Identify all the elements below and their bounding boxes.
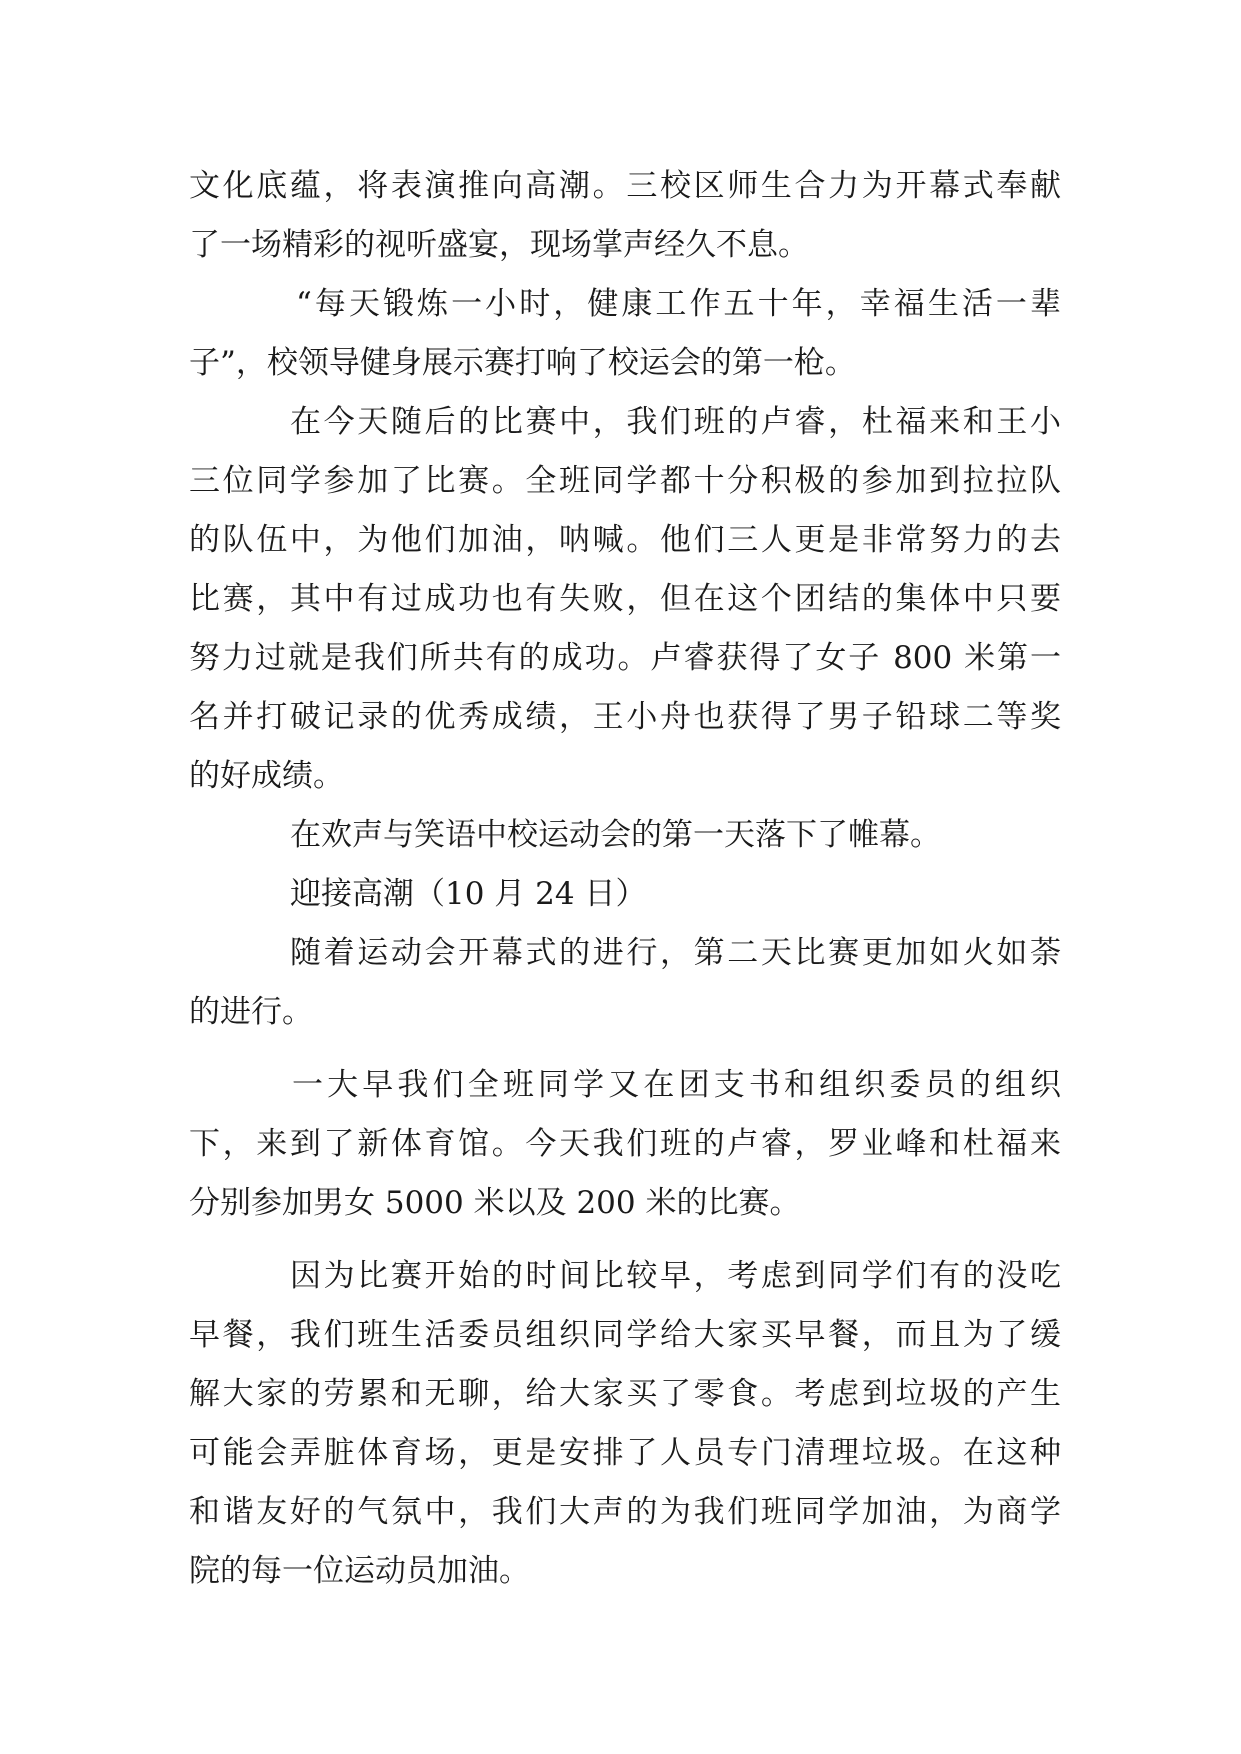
text-line: 和谐友好的气氛中，我们大声的为我们班同学加油，为商学: [189, 1494, 1061, 1530]
text-line: 的好成绩。: [189, 758, 344, 794]
text-line: 院的每一位运动员加油。: [189, 1553, 530, 1589]
text-line: 一大早我们全班同学又在团支书和组织委员的组织: [292, 1067, 1061, 1103]
text-line: 分别参加男女 5000 米以及 200 米的比赛。: [189, 1185, 801, 1221]
text-line: 名并打破记录的优秀成绩，王小舟也获得了男子铅球二等奖: [189, 699, 1061, 735]
section-heading: [189, 865, 1061, 924]
paragraph: [189, 806, 1061, 865]
text-line: 迎接高潮（10 月 24 日）: [290, 876, 647, 912]
text-line: 子”，校领导健身展示赛打响了校运会的第一枪。: [189, 345, 856, 381]
text-line: 因为比赛开始的时间比较早，考虑到同学们有的没吃: [290, 1258, 1061, 1294]
text-line: 解大家的劳累和无聊，给大家买了零食。考虑到垃圾的产生: [189, 1376, 1061, 1412]
text-line: 比赛，其中有过成功也有失败，但在这个团结的集体中只要: [189, 581, 1061, 617]
text-line: 在今天随后的比赛中，我们班的卢睿，杜福来和王小: [290, 404, 1061, 440]
document-body: [189, 157, 1061, 1601]
paragraph: [189, 1056, 1061, 1233]
text-line: 在欢声与笑语中校运动会的第一天落下了帷幕。: [290, 817, 941, 853]
text-line: 下，来到了新体育馆。今天我们班的卢睿，罗业峰和杜福来: [189, 1126, 1061, 1162]
text-line: 的队伍中，为他们加油，呐喊。他们三人更是非常努力的去: [189, 522, 1061, 558]
text-line: 努力过就是我们所共有的成功。卢睿获得了女子 800 米第一: [189, 640, 1061, 676]
text-line: 可能会弄脏体育场，更是安排了人员专门清理垃圾。在这种: [189, 1435, 1061, 1471]
paragraph: [189, 275, 1061, 393]
text-line: “每天锻炼一小时，健康工作五十年，幸福生活一辈: [296, 286, 1061, 322]
text-line: 了一场精彩的视听盛宴，现场掌声经久不息。: [189, 227, 809, 263]
text-line: 早餐，我们班生活委员组织同学给大家买早餐，而且为了缓: [189, 1317, 1061, 1353]
paragraph: [189, 1247, 1061, 1601]
text-line: 的进行。: [189, 994, 313, 1030]
text-line: 随着运动会开幕式的进行，第二天比赛更加如火如荼: [290, 935, 1061, 971]
paragraph: [189, 924, 1061, 1042]
paragraph: [189, 157, 1061, 275]
paragraph: [189, 393, 1061, 806]
text-line: 三位同学参加了比赛。全班同学都十分积极的参加到拉拉队: [189, 463, 1061, 499]
text-line: 文化底蕴，将表演推向高潮。三校区师生合力为开幕式奉献: [189, 168, 1061, 204]
paragraph-gap: [189, 1042, 1061, 1056]
paragraph-gap: [189, 1233, 1061, 1247]
